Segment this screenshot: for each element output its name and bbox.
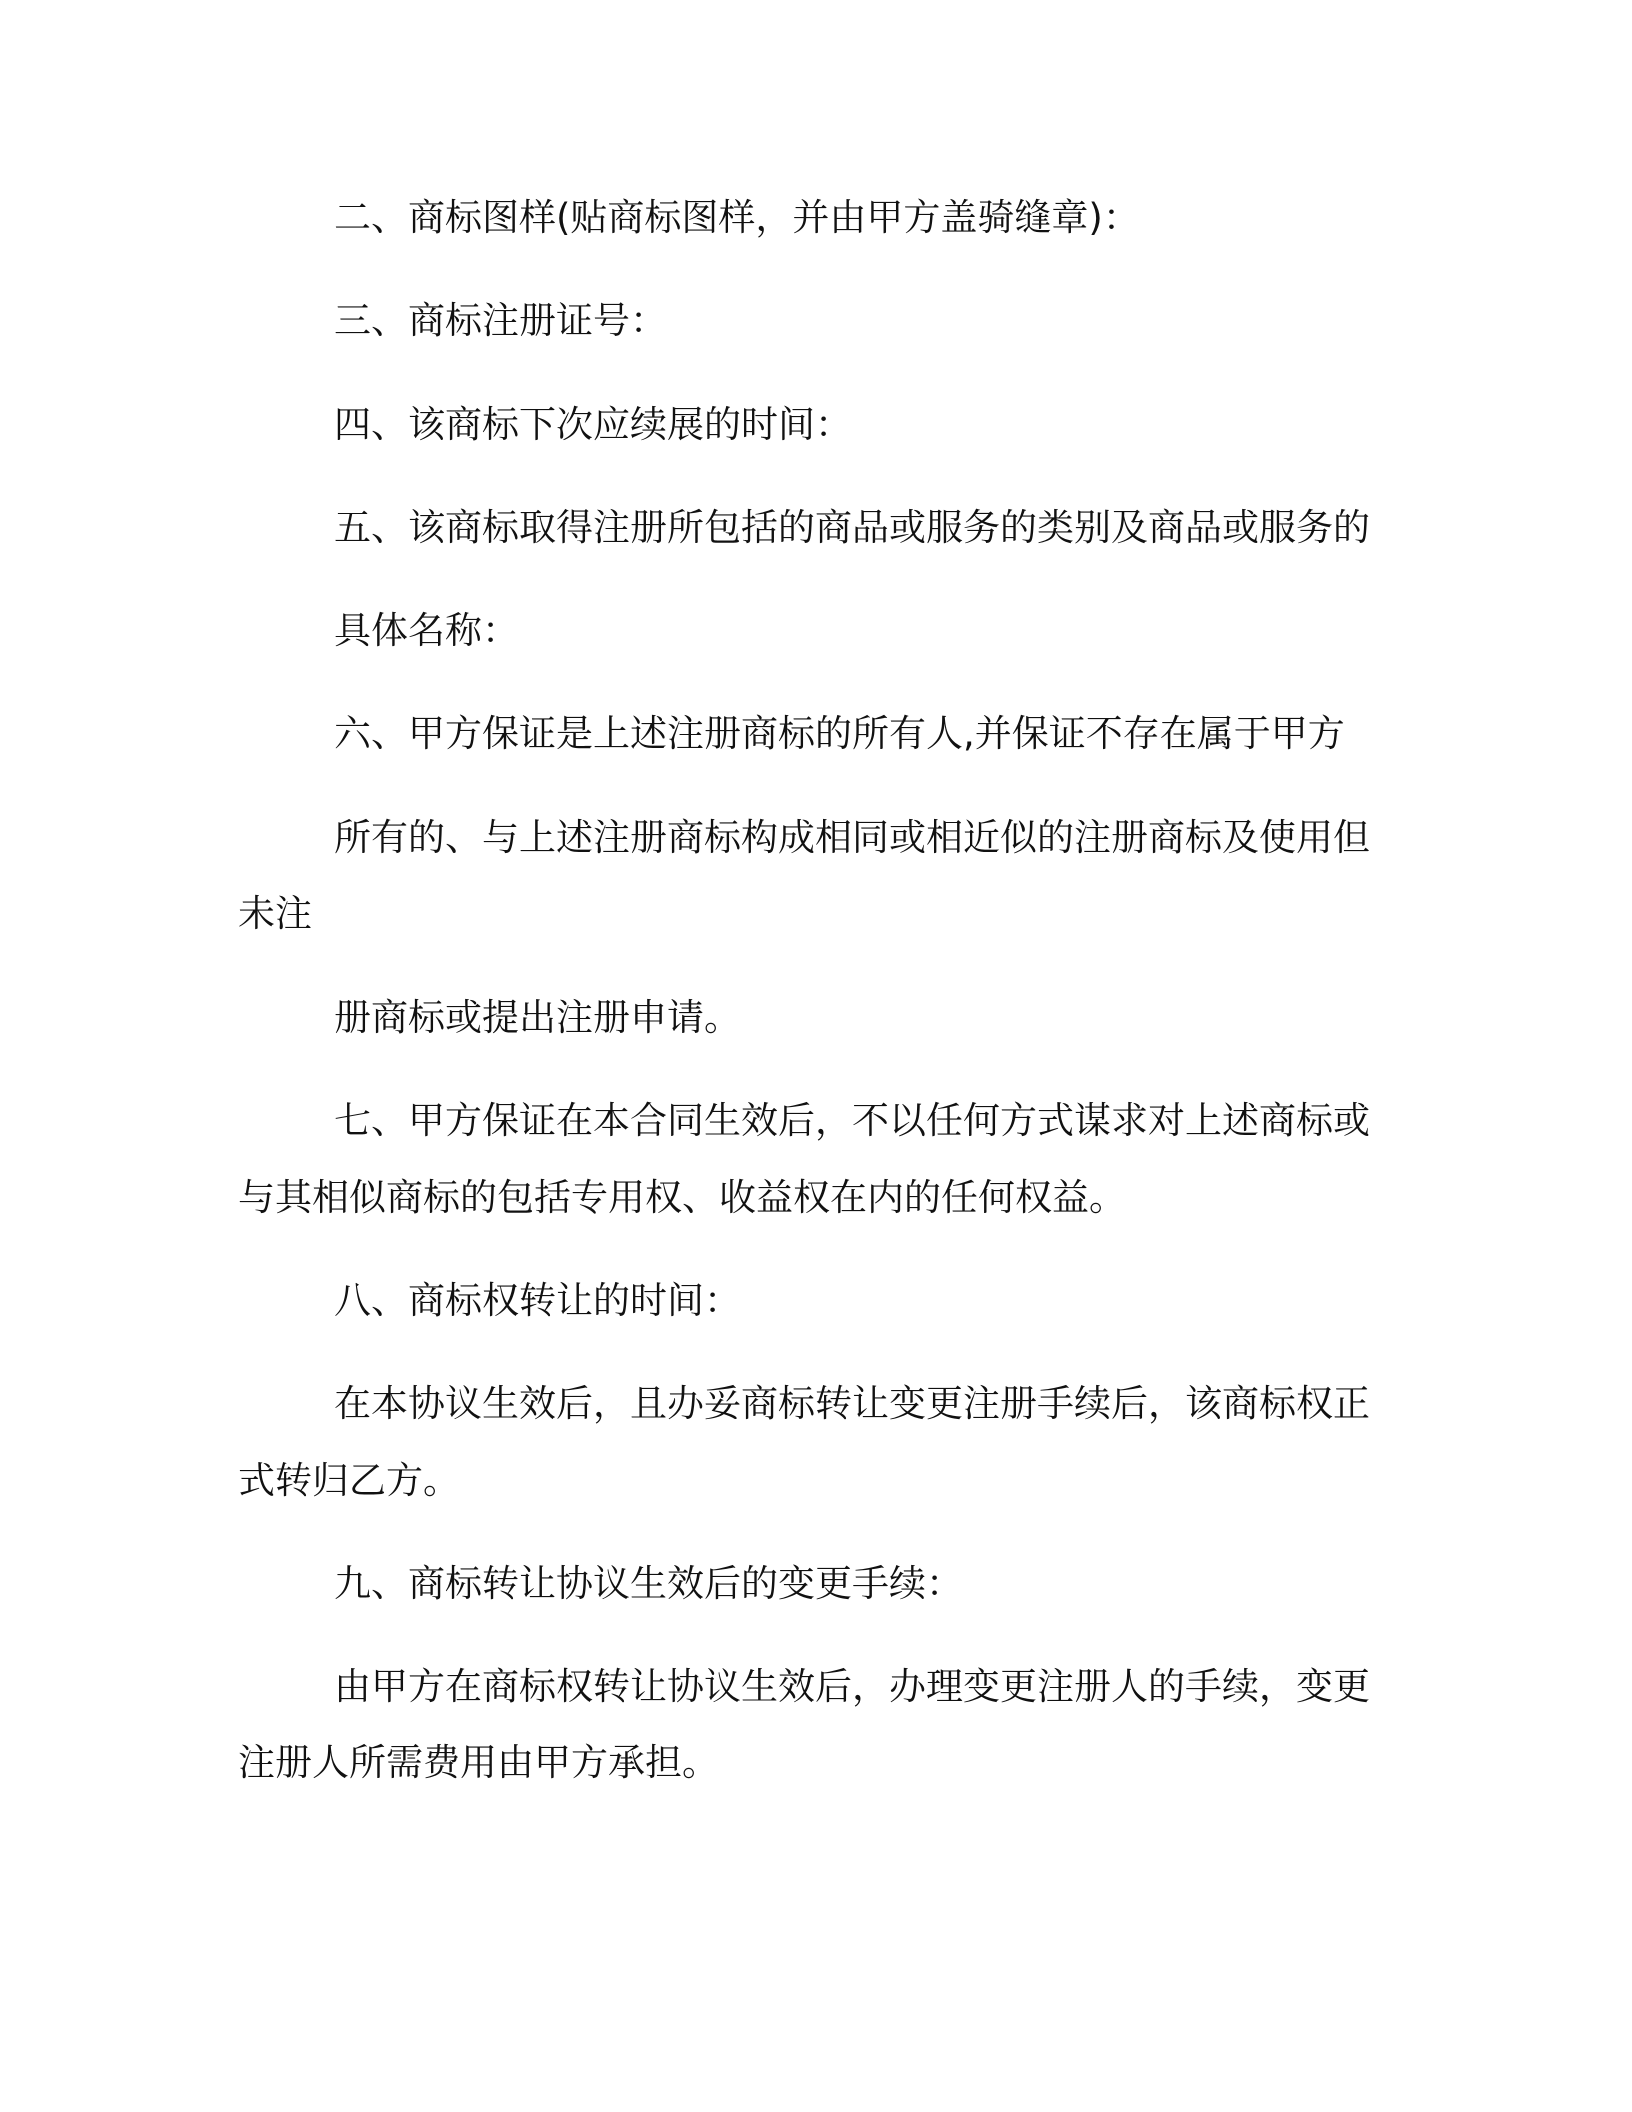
- clause-5-goods-services-line-1: 五、该商标取得注册所包括的商品或服务的类别及商品或服务的: [334, 506, 1370, 549]
- clause-8-transfer-detail-line-1: 在本协议生效后，且办妥商标转让变更注册手续后，该商标权正: [334, 1382, 1370, 1425]
- clause-7-no-claims-line-2: 与其相似商标的包括专用权、收益权在内的任何权益。: [238, 1176, 1126, 1219]
- clause-6-guarantee-line-4: 册商标或提出注册申请。: [334, 996, 741, 1039]
- clause-6-guarantee-line-3: 未注: [238, 892, 312, 935]
- clause-6-guarantee-line-1: 六、甲方保证是上述注册商标的所有人,并保证不存在属于甲方: [334, 712, 1345, 755]
- clause-2-trademark-sample: 二、商标图样(贴商标图样，并由甲方盖骑缝章)：: [334, 196, 1140, 239]
- clause-5-goods-services-line-2: 具体名称：: [334, 609, 519, 652]
- clause-8-transfer-time: 八、商标权转让的时间：: [334, 1279, 741, 1322]
- clause-8-transfer-detail-line-2: 式转归乙方。: [238, 1459, 460, 1502]
- clause-9-procedure-detail-line-1: 由甲方在商标权转让协议生效后，办理变更注册人的手续，变更: [334, 1665, 1370, 1708]
- clause-9-change-procedures: 九、商标转让协议生效后的变更手续：: [334, 1562, 963, 1605]
- clause-7-no-claims-line-1: 七、甲方保证在本合同生效后，不以任何方式谋求对上述商标或: [334, 1099, 1370, 1142]
- clause-3-registration-number: 三、商标注册证号：: [334, 299, 667, 342]
- clause-9-procedure-detail-line-2: 注册人所需费用由甲方承担。: [238, 1741, 719, 1784]
- clause-6-guarantee-line-2: 所有的、与上述注册商标构成相同或相近似的注册商标及使用但: [334, 816, 1370, 859]
- clause-4-renewal-time: 四、该商标下次应续展的时间：: [334, 403, 852, 446]
